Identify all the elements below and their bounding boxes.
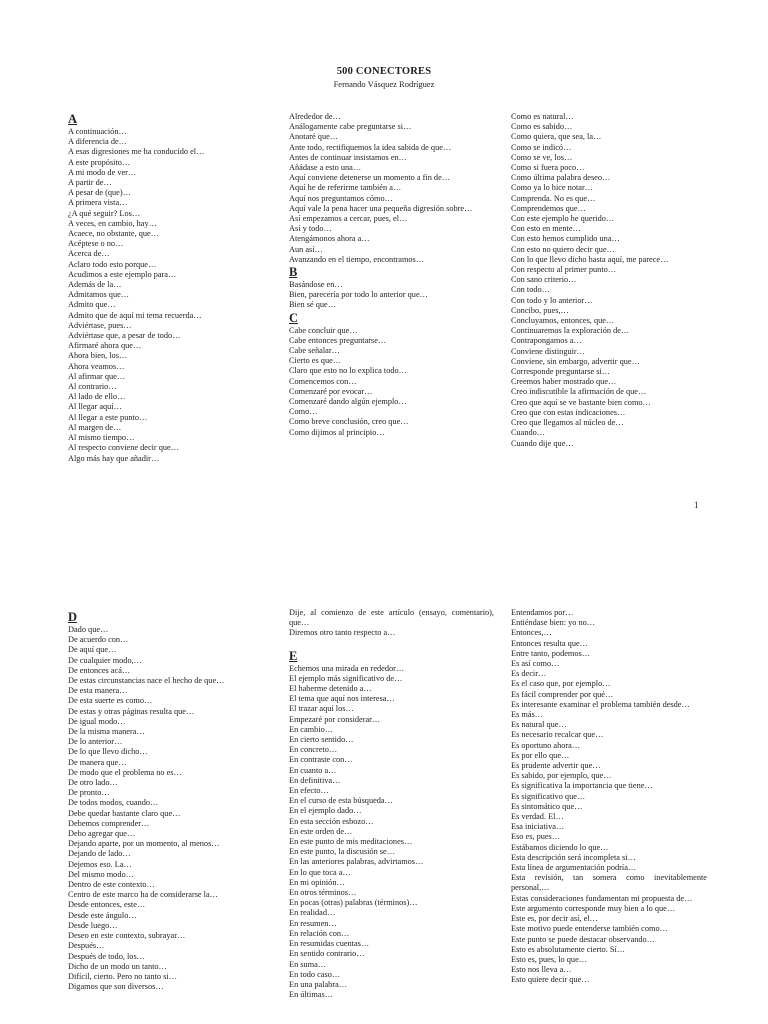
connector-item: Dado que… [68, 625, 109, 634]
connector-item: Como es natural… [511, 112, 574, 121]
connector-item: Afirmaré ahora que… [68, 341, 142, 351]
connector-item: Como dijimos al principio… [289, 427, 385, 437]
connector-item: Esto nos lleva a… [511, 965, 572, 975]
connector-item: Algo más hay que añadir… [68, 453, 160, 463]
connector-item: Como si fuera poco… [511, 163, 585, 173]
connector-item: Cuando dije que… [511, 438, 574, 448]
connector-item: Aquí vale la pena hacer una pequeña digresión sobre… [289, 203, 473, 213]
connector-item: Añádase a esto una… [289, 163, 362, 173]
connector-item: Es natural que… [511, 720, 567, 730]
connector-item: Con este ejemplo he querido… [511, 214, 615, 224]
connector-item: Creo que con estas indicaciones… [511, 407, 626, 417]
connector-item: El tema que aquí nos interesa… [289, 694, 395, 704]
connector-item: Claro que esto no lo explica todo… [289, 366, 407, 376]
connector-item: El haberme detenido a… [289, 684, 372, 694]
connector-item: Al contrario… [68, 382, 117, 392]
document-author: Fernando Vásquez Rodríguez [333, 79, 435, 89]
connector-item: Admitamos que… [68, 290, 130, 300]
connector-item: Con todo y lo anterior… [511, 295, 593, 305]
connector-item: Este punto se puede destacar observando… [511, 934, 655, 944]
connector-item: Aquí he de referirme también a… [289, 183, 402, 193]
connector-item: Basándose en… [289, 280, 343, 290]
connector-item: Como… [289, 407, 318, 417]
connector-item: De acuerdo con… [68, 635, 129, 645]
connector-item: Con sano criterio… [511, 275, 577, 285]
connector-item: Estas consideraciones fundamentan mi propuesta de… [511, 893, 693, 903]
connector-item: Contrapongamos a… [511, 336, 582, 346]
page1-column-3 [511, 112, 707, 449]
connector-item: Creo que llegamos al núcleo de… [511, 418, 624, 428]
connector-item: Como es sabido… [511, 122, 573, 132]
connector-item: De cualquier modo,… [68, 655, 142, 665]
connector-item: En este orden de… [289, 826, 353, 836]
connector-item: Admito que… [68, 300, 116, 310]
connector-item: Al mismo tiempo… [68, 433, 135, 443]
connector-item: En resumen… [289, 918, 337, 928]
connector-item: En las anteriores palabras, advirtamos… [289, 857, 424, 867]
connector-item: Aquí nos preguntamos cómo… [289, 193, 393, 203]
connector-item: Dentro de este contexto… [68, 880, 155, 890]
connector-item: Es interesante examinar el problema también desde… [511, 699, 690, 709]
connector-item: Estábamos diciendo lo que… [511, 842, 609, 852]
connector-item: Debo agregar que… [68, 829, 136, 839]
connector-item: Es verdad. El… [511, 812, 564, 822]
connector-item: ¿A qué seguir? Los… [68, 208, 141, 218]
connector-item: Eso es, pues… [511, 832, 561, 842]
section-heading: C [289, 310, 299, 325]
connector-item: Después de todo, los… [68, 951, 145, 961]
connector-item: De estas circunstancias nace el hecho de que… [68, 676, 225, 686]
connector-item: Concluyamos, entonces, que… [511, 316, 615, 326]
connector-item: En todo caso… [289, 969, 341, 979]
connector-item: Diremos otro tanto respecto a… [289, 628, 396, 638]
connector-item: Difícil, cierto. Pero no tanto si… [68, 971, 177, 981]
section-heading: B [289, 265, 298, 280]
connector-item: El ejemplo más significativo de… [289, 673, 403, 683]
connector-item: A esas digresiones me ha conducido el… [68, 147, 205, 157]
connector-item: En otros términos… [289, 888, 357, 898]
connector-item: A este propósito… [68, 157, 131, 167]
connector-item: En contraste con… [289, 755, 353, 765]
connector-item: Concibo, pues,… [511, 305, 569, 315]
connector-item: De entonces acá… [68, 665, 131, 675]
connector-item: Acudimos a este ejemplo para… [68, 269, 177, 279]
connector-item: Creo indiscutible la afirmación de que… [511, 387, 647, 397]
connector-item: De la misma manera… [68, 727, 145, 737]
connector-item: De lo que llevo dicho… [68, 747, 148, 757]
document-page-2 [0, 560, 768, 1024]
connector-item: Es así como… [511, 659, 560, 669]
connector-item: En una palabra… [289, 979, 348, 989]
connector-item: Al margen de… [68, 422, 122, 432]
connector-item: A partir de… [68, 178, 112, 188]
connector-item: Con esto hemos cumplido una… [511, 234, 620, 244]
connector-item: Es decir… [511, 669, 547, 679]
connector-item: Admito que de aquí mi tema recuerda… [68, 310, 202, 320]
connector-item: Este es, por decir así, el… [511, 914, 598, 924]
connector-item: Como breve conclusión, creo que… [289, 417, 409, 427]
connector-item: Bien, parecería por todo lo anterior que… [289, 290, 428, 300]
connector-item: Deseo en este contexto, subrayar… [68, 931, 186, 941]
connector-item: De esta manera… [68, 686, 128, 696]
connector-item: Esto es absolutamente cierto. Sí… [511, 944, 626, 954]
connector-item: Con lo que llevo dicho hasta aquí, me parece… [511, 254, 669, 264]
connector-item: Avanzando en el tiempo, encontramos… [289, 254, 425, 264]
connector-item: Análogamente cabe preguntarse si… [289, 122, 412, 132]
page1-column-1 [68, 112, 268, 464]
connector-item: En cuanto a… [289, 765, 337, 775]
connector-item: Creo que aquí se ve bastante bien como… [511, 397, 651, 407]
connector-item: Dejando de lado… [68, 849, 131, 859]
connector-item: En definitiva… [289, 775, 341, 785]
connector-item: De igual modo… [68, 716, 126, 726]
connector-item: Esto quiere decir que… [511, 975, 590, 985]
connector-item: De modo que el problema no es… [68, 767, 182, 777]
connector-item: Es significativo que… [511, 791, 586, 801]
connector-item: Con respecto al primer punto… [511, 265, 617, 275]
connector-item: De manera que… [68, 757, 127, 767]
connector-item: De aquí que… [68, 645, 117, 655]
section-heading: D [68, 610, 78, 624]
connector-item: Con esto no quiero decir que… [511, 244, 615, 254]
connector-item: Entendamos por… [511, 608, 574, 617]
connector-item: Debe quedar bastante claro que… [68, 808, 181, 818]
connector-item: Dejando aparte, por un momento, al menos… [68, 839, 220, 849]
connector-item: En mi opinión… [289, 877, 345, 887]
connector-item: Este motivo puede entenderse también como… [511, 924, 668, 934]
connector-item: De lo anterior… [68, 737, 123, 747]
connector-item: Es más… [511, 710, 544, 720]
connector-item: Comenzaré dando algún ejemplo… [289, 397, 407, 407]
connector-item: En este punto, la discusión se… [289, 847, 395, 857]
connector-item: Del mismo modo… [68, 869, 134, 879]
connector-item: Es por ello que… [511, 750, 570, 760]
connector-item: Como se ve, los… [511, 152, 573, 162]
connector-item: Digamos que son diversos… [68, 982, 164, 992]
connector-item: En el curso de esta búsqueda… [289, 796, 393, 806]
connector-item: A primera vista… [68, 198, 128, 208]
connector-item: Continuaremos la exploración de… [511, 326, 630, 336]
connector-item: Cabe entonces preguntarse… [289, 335, 387, 345]
page2-column-2 [289, 608, 494, 1000]
connector-item: En este punto de mis meditaciones… [289, 837, 413, 847]
connector-item: Bien sé que… [289, 300, 337, 310]
connector-item: Es significativa la importancia que tiene… [511, 781, 653, 791]
connector-item: Así y todo… [289, 224, 332, 234]
connector-item: En efecto… [289, 786, 329, 796]
connector-item: En concreto… [289, 745, 338, 755]
connector-item: Esto es, pues, lo que… [511, 954, 588, 964]
connector-item: Dejemos eso. La… [68, 859, 132, 869]
connector-item: Además de la… [68, 280, 122, 290]
connector-item: Después… [68, 941, 105, 951]
connector-item: Echemos una mirada en rededor… [289, 663, 405, 673]
connector-item: Es sintomático que… [511, 801, 583, 811]
connector-item: Entonces resulta que… [511, 638, 588, 648]
page2-column-3 [511, 608, 707, 986]
connector-item: En esta sección esbozo… [289, 816, 374, 826]
connector-item: De estas y otras páginas resulta que… [68, 706, 195, 716]
connector-item: Esa iniciativa… [511, 822, 565, 832]
connector-item: Como ya lo hice notar… [511, 183, 594, 193]
connector-item: Al afirmar que… [68, 371, 126, 381]
connector-item: Como quiera, que sea, la… [511, 132, 602, 142]
connector-item: Adviértase que, a pesar de todo… [68, 331, 181, 341]
connector-item: Al respecto conviene decir que… [68, 443, 180, 453]
connector-item: Antes de continuar insistamos en… [289, 152, 407, 162]
connector-item: Es el caso que, por ejemplo… [511, 679, 611, 689]
connector-item: Desde este ángulo… [68, 910, 137, 920]
connector-item: A diferencia de… [68, 137, 127, 147]
connector-item: A veces, en cambio, hay… [68, 218, 157, 228]
connector-item: En cambio… [289, 724, 334, 734]
connector-item: En suma… [289, 959, 327, 969]
connector-item: Comenzaré por evocar… [289, 386, 373, 396]
connector-item: Debemos comprender… [68, 818, 150, 828]
connector-item: Ahora bien, los… [68, 351, 128, 361]
connector-item: A pesar de (que)… [68, 188, 131, 198]
connector-item: Es prudente advertir que… [511, 761, 601, 771]
connector-item: Entre tanto, podemos… [511, 648, 591, 658]
connector-item: Al llegar aquí… [68, 402, 122, 412]
connector-item: Atengámonos ahora a… [289, 234, 370, 244]
connector-item: Es sabido, por ejemplo, que… [511, 771, 612, 781]
connector-item: Anotaré que… [289, 132, 339, 142]
connector-item: Empezaré por considerar… [289, 714, 381, 724]
connector-item: Cabe señalar… [289, 346, 340, 356]
connector-item: El trazar aquí los… [289, 704, 354, 714]
connector-item: Entiéndase bien: yo no… [511, 618, 596, 628]
connector-item: Comprendemos que… [511, 203, 586, 213]
connector-item: Es necesario recalcar que… [511, 730, 604, 740]
connector-item: Comencemos con… [289, 376, 357, 386]
connector-item: Comprenda. No es que… [511, 193, 596, 203]
connector-item: En cierto sentido… [289, 735, 354, 745]
document-title: 500 CONECTORES [336, 66, 432, 77]
connector-item: Alrededor de… [289, 112, 341, 121]
connector-item: Es oportuno ahora… [511, 740, 581, 750]
connector-item: Este argumento corresponde muy bien a lo que… [511, 903, 676, 913]
connector-item: De todos modos, cuando… [68, 798, 159, 808]
connector-item: Ante todo, rectifiquemos la idea sabida de que… [289, 142, 452, 152]
connector-item: Cabe concluir que… [289, 325, 358, 335]
connector-item: De otro lado… [68, 778, 118, 788]
connector-item: En relación con… [289, 928, 350, 938]
connector-item: Esta línea de argumentación podría… [511, 863, 637, 873]
connector-item: Al llegar a este punto… [68, 412, 148, 422]
connector-item: Como última palabra deseo… [511, 173, 611, 183]
connector-item: En el ejemplo dado… [289, 806, 362, 816]
page2-column-1 [68, 610, 268, 992]
connector-item: Conviene, sin embargo, advertir que… [511, 356, 640, 366]
connector-item: En realidad… [289, 908, 336, 918]
connector-item: Con esto en mente… [511, 224, 581, 234]
connector-item: Creemos haber mostrado que… [511, 377, 617, 387]
page-number: 1 [694, 500, 699, 510]
connector-item: Conviene distinguir… [511, 346, 585, 356]
connector-item: Esta revisión, tan somera como inevitablemente personal,… [511, 873, 707, 893]
connector-item: En últimas… [289, 990, 334, 1000]
connector-item: Aclaro todo esto porque… [68, 259, 157, 269]
connector-item: En sentido contrario… [289, 949, 365, 959]
section-heading: E [289, 648, 298, 663]
connector-item: Cierto es que… [289, 356, 342, 366]
connector-item: En lo que toca a… [289, 867, 351, 877]
connector-item: Corresponde preguntarse si… [511, 367, 611, 377]
connector-item: Con todo… [511, 285, 550, 295]
section-heading: A [68, 112, 78, 126]
connector-item: Aquí conviene detenerse un momento a fin de… [289, 173, 451, 183]
connector-item: Aun así… [289, 244, 323, 254]
connector-item: En resumidas cuentas… [289, 939, 370, 949]
connector-item: Así empezamos a cercar, pues, el… [289, 214, 408, 224]
connector-item: De pronto… [68, 788, 110, 798]
connector-item: Acéptese o no… [68, 239, 124, 249]
connector-item: Desde entonces, este… [68, 900, 146, 910]
connector-item: Como se indicó… [511, 142, 572, 152]
connector-item: Dicho de un modo un tanto… [68, 961, 167, 971]
connector-item: Cuando… [511, 428, 546, 438]
connector-item: Es fácil comprender por qué… [511, 689, 614, 699]
connector-item: De esta suerte es como… [68, 696, 153, 706]
connector-item: Dije, al comienzo de este artículo (ensayo, comentario), que… [289, 608, 494, 628]
connector-item: En pocas (otras) palabras (términos)… [289, 898, 418, 908]
connector-item: Ahora veamos… [68, 361, 125, 371]
connector-item: Desde luego… [68, 920, 118, 930]
connector-item: Acerca de… [68, 249, 110, 259]
page1-column-2 [289, 112, 494, 438]
connector-item: Esta descripción será incompleta si… [511, 852, 636, 862]
connector-item: A continuación… [68, 127, 127, 136]
connector-item: Acaece, no obstante, que… [68, 229, 159, 239]
connector-item: Adviértase, pues… [68, 320, 132, 330]
connector-item: A mi modo de ver… [68, 167, 137, 177]
connector-item: Centro de este marco ha de considerarse la… [68, 890, 218, 900]
connector-item: Al lado de ello… [68, 392, 126, 402]
connector-item: Entonces,… [511, 628, 552, 638]
